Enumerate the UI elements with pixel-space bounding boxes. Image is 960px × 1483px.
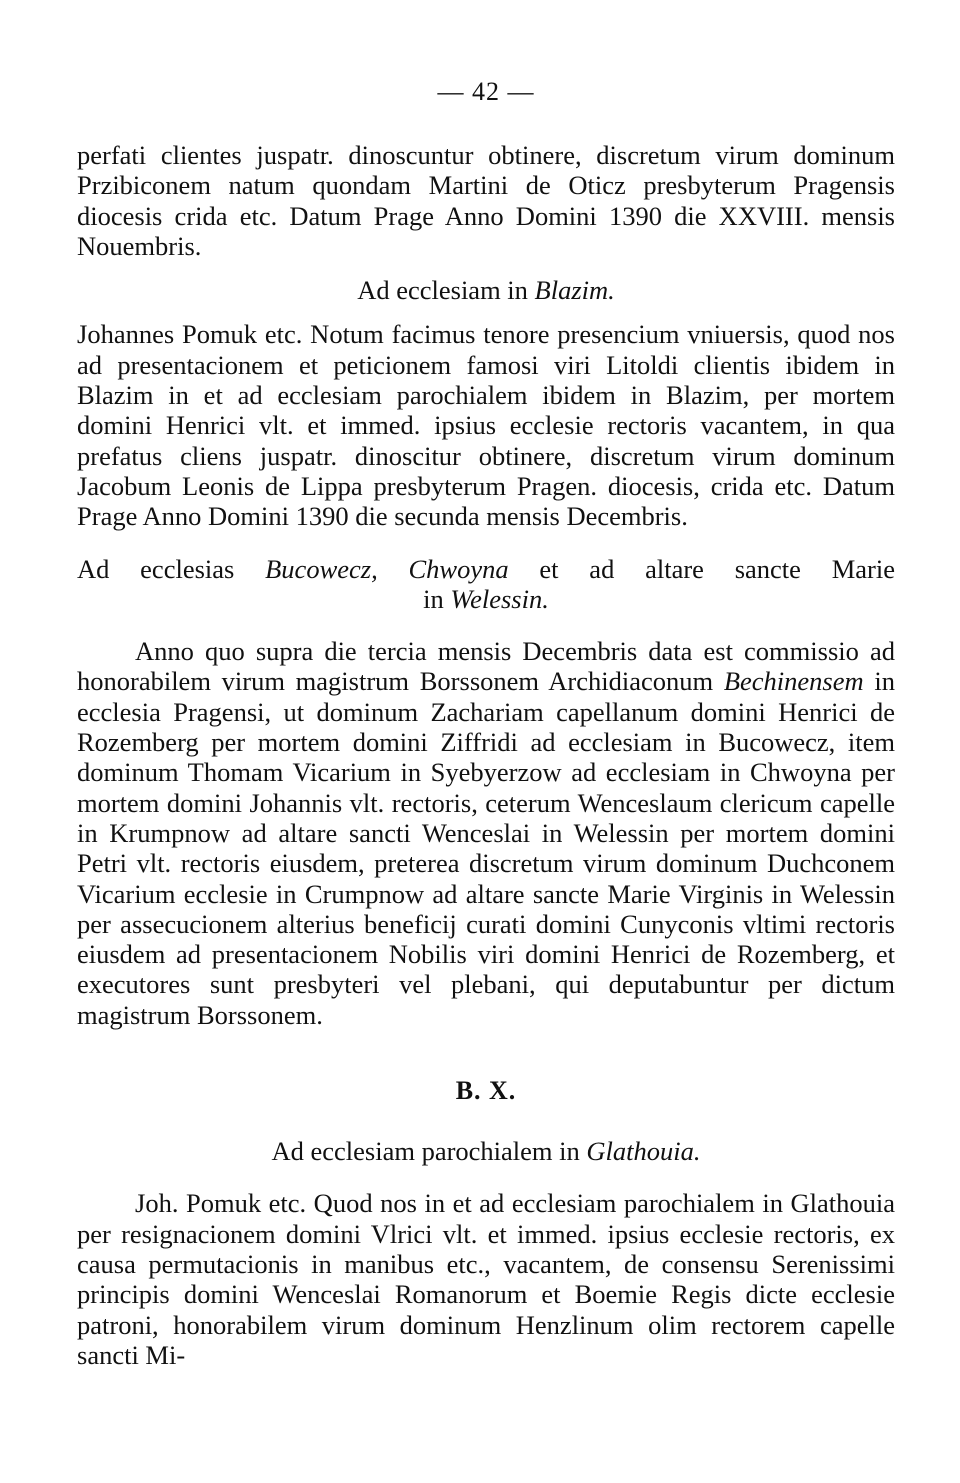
heading-place: Blazim. <box>534 275 615 306</box>
paragraph-text: in ecclesia Pragensi, ut dominum Zachariam capellanum domini Henrici de Rozemberg per mortem domini Ziffridi ad ecclesiam in Bucowecz, item dominum Thomam Vicarium in Syebyerzow ad ecclesiam in Chwoyna per mortem domini Johannis vlt. rectoris, ceterum Wenceslaum clericum capelle in Krumpnow ad altare sancti Wenceslai in Welessin per mortem domini Petri vlt. rectoris eiusdem, preterea discretum virum dominum Duchconem Vicarium ecclesie in Crumpnow ad altare sancte Marie Virginis in Welessin per assecucionem alterius beneficij curati domini Cunyconis vltimi rectoris eiusdem ad presentacionem Nobilis viri domini Henrici de Rozemberg, et executores sunt presbyteri vel plebani, qui deputabuntur per dictum magistrum Borssonem. <box>77 666 895 1030</box>
section-marker: B. X. <box>455 1076 517 1106</box>
heading-text: in <box>423 583 451 614</box>
document-page <box>77 72 895 1370</box>
heading-text: Ad ecclesiam parochialem in <box>271 1136 587 1167</box>
paragraph-text: Anno quo supra die tercia mensis Decembris data est commissio ad honorabilem virum magistrum Borssonem Archidiaconum <box>77 636 895 697</box>
heading-bucowecz <box>77 554 895 584</box>
paragraph-italic: Bechinensem <box>723 666 864 697</box>
heading-place: Chwoyna <box>408 553 509 584</box>
paragraph-3 <box>77 636 895 1030</box>
heading-text: et ad altare sancte Marie <box>508 553 895 584</box>
heading-welessin <box>77 584 895 614</box>
heading-place: Welessin. <box>450 583 549 614</box>
paragraph-2: Johannes Pomuk etc. Notum facimus tenore presencium vniuersis, quod nos ad presentacionem et peticionem famosi viri Litoldi clientis ibidem in Blazim in et ad ecclesiam parochialem ibidem in Blazim, per mortem domini Henrici vlt. et immed. ipsius ecclesie rectoris vacantem, in qua prefatus cliens juspatr. dinoscitur obtinere, discretum virum dominum Jacobum Leonis de Lippa presbyterum Pragen. diocesis, crida etc. Datum Prage Anno Domini 1390 die secunda mensis Decembris. <box>77 319 895 532</box>
heading-glathouia <box>77 1136 895 1166</box>
heading-place: Glathouia. <box>586 1136 701 1167</box>
paragraph-4: Joh. Pomuk etc. Quod nos in et ad ecclesiam parochialem in Glathouia per resignacionem domini Vlrici vlt. et immed. ipsius ecclesie rectoris, ex causa permutacionis in manibus etc., vacantem, de consensu Serenissimi principis domini Wenceslai Romanorum et Boemie Regis dicte ecclesie patroni, honorabilem virum dominum Henzlinum olim rectorem capelle sancti Mi- <box>77 1188 895 1370</box>
heading-blazim <box>77 275 895 305</box>
paragraph-1: perfati clientes juspatr. dinoscuntur obtinere, discretum virum dominum Przibiconem natum quondam Martini de Oticz presbyterum Pragensis diocesis crida etc. Datum Prage Anno Domini 1390 die XXVIII. mensis Nouembris. <box>77 140 895 261</box>
page-number: — 42 — <box>437 77 535 106</box>
heading-text: Ad ecclesias <box>77 553 266 584</box>
heading-place: Bucowecz, <box>265 553 378 584</box>
heading-text: Ad ecclesiam in <box>357 275 535 306</box>
